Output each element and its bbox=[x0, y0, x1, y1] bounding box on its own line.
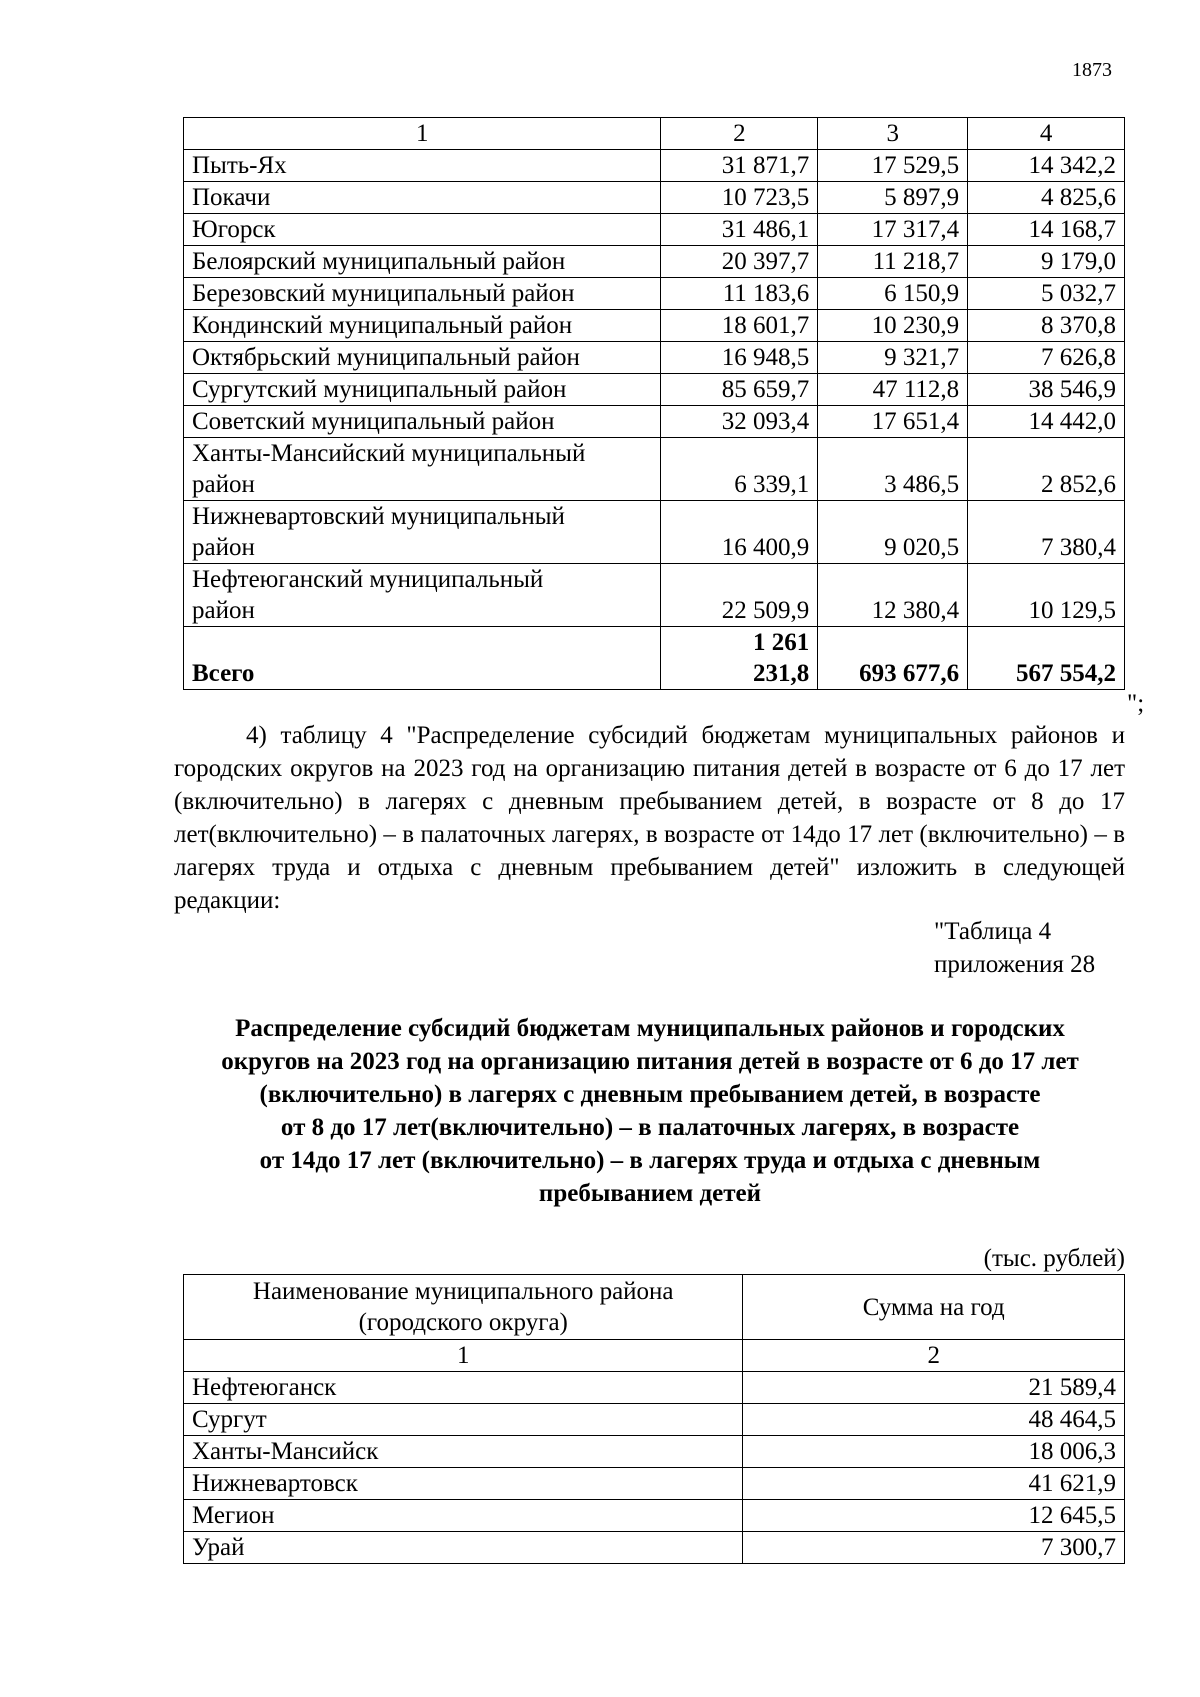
table-row bbox=[184, 246, 1125, 278]
table-header-row bbox=[184, 1275, 1125, 1340]
municipality-name bbox=[184, 438, 661, 501]
municipality-name: Октябрьский муниципальный район bbox=[184, 342, 661, 374]
title-line: округов на 2023 год на организацию питания детей в возрасте от 6 до 17 лет bbox=[221, 1048, 1079, 1075]
table-row bbox=[184, 278, 1125, 310]
value-col3: 3 486,5 bbox=[818, 438, 968, 501]
value-col4: 7 626,8 bbox=[968, 342, 1125, 374]
municipality-name: Кондинский муниципальный район bbox=[184, 310, 661, 342]
table-row bbox=[184, 406, 1125, 438]
value-col4: 7 380,4 bbox=[968, 501, 1125, 564]
municipality-name bbox=[184, 564, 661, 627]
value-col2: 10 723,5 bbox=[661, 182, 818, 214]
column-index-2: 2 bbox=[661, 118, 818, 150]
value-col4: 14 168,7 bbox=[968, 214, 1125, 246]
name-line-1: Нефтеюганский муниципальный bbox=[192, 566, 544, 593]
table-row bbox=[184, 214, 1125, 246]
title-line: (включительно) в лагерях с дневным пребыванием детей, в возрасте bbox=[259, 1081, 1041, 1108]
annual-amount: 7 300,7 bbox=[743, 1532, 1125, 1564]
title-line: от 14до 17 лет (включительно) – в лагерях труда и отдыха с дневным bbox=[259, 1147, 1041, 1174]
total-row bbox=[184, 627, 1125, 690]
municipality-name: Березовский муниципальный район bbox=[184, 278, 661, 310]
value-col2: 22 509,9 bbox=[661, 564, 818, 627]
name-line-2: район bbox=[192, 597, 255, 624]
value-col2: 31 486,1 bbox=[661, 214, 818, 246]
municipality-name: Покачи bbox=[184, 182, 661, 214]
value-col3: 9 020,5 bbox=[818, 501, 968, 564]
value-col2: 31 871,7 bbox=[661, 150, 818, 182]
value-col3: 6 150,9 bbox=[818, 278, 968, 310]
value-col2: 16 400,9 bbox=[661, 501, 818, 564]
value-col3: 10 230,9 bbox=[818, 310, 968, 342]
column-index-1: 1 bbox=[184, 118, 661, 150]
annual-amount: 48 464,5 bbox=[743, 1404, 1125, 1436]
table-row bbox=[184, 374, 1125, 406]
value-col3: 9 321,7 bbox=[818, 342, 968, 374]
table-row bbox=[184, 1372, 1125, 1404]
municipality-name: Урай bbox=[184, 1532, 743, 1564]
total-col2-line-1: 1 261 bbox=[753, 629, 810, 656]
table-row bbox=[184, 1500, 1125, 1532]
table-row bbox=[184, 150, 1125, 182]
value-col2: 32 093,4 bbox=[661, 406, 818, 438]
name-line-2: район bbox=[192, 534, 255, 561]
title-line: от 8 до 17 лет(включительно) – в палаточных лагерях, в возрасте bbox=[280, 1114, 1020, 1141]
value-col3: 17 651,4 bbox=[818, 406, 968, 438]
municipality-name: Пыть-Ях bbox=[184, 150, 661, 182]
table-row bbox=[184, 1404, 1125, 1436]
table-row bbox=[184, 438, 1125, 501]
municipality-name bbox=[184, 501, 661, 564]
value-col4: 38 546,9 bbox=[968, 374, 1125, 406]
annual-amount: 41 621,9 bbox=[743, 1468, 1125, 1500]
table-reference bbox=[934, 915, 1134, 981]
annual-amount: 12 645,5 bbox=[743, 1500, 1125, 1532]
total-col3: 693 677,6 bbox=[818, 627, 968, 690]
annual-amount: 21 589,4 bbox=[743, 1372, 1125, 1404]
name-line-1: Ханты-Мансийский муниципальный bbox=[192, 440, 586, 467]
value-col2: 18 601,7 bbox=[661, 310, 818, 342]
municipality-name: Нижневартовск bbox=[184, 1468, 743, 1500]
value-col3: 17 317,4 bbox=[818, 214, 968, 246]
value-col3: 11 218,7 bbox=[818, 246, 968, 278]
amendment-paragraph: 4) таблицу 4 "Распределение субсидий бюджетам муниципальных районов и городских округов на 2023 год на организацию питания детей в возрасте от 6 до 17 лет (включительно) в лагерях с дневным пребыванием детей, в возрасте от 8 до 17 лет(включительно) – в палаточных лагерях, в возрасте от 14до 17 лет (включительно) – в лагерях труда и отдыха с дневным пребыванием детей" изложить в следующей редакции: bbox=[174, 722, 1125, 914]
column-index-4: 4 bbox=[968, 118, 1125, 150]
municipality-name: Сургутский муниципальный район bbox=[184, 374, 661, 406]
value-col4: 14 442,0 bbox=[968, 406, 1125, 438]
subsidy-table-4 bbox=[183, 1274, 1125, 1564]
name-line-1: Нижневартовский муниципальный bbox=[192, 503, 565, 530]
value-col4: 9 179,0 bbox=[968, 246, 1125, 278]
amount-column-header: Сумма на год bbox=[743, 1275, 1125, 1340]
value-col3: 47 112,8 bbox=[818, 374, 968, 406]
municipality-column-header bbox=[184, 1275, 743, 1340]
value-col4: 5 032,7 bbox=[968, 278, 1125, 310]
table-row bbox=[184, 182, 1125, 214]
value-col2: 16 948,5 bbox=[661, 342, 818, 374]
municipality-name: Ханты-Мансийск bbox=[184, 1436, 743, 1468]
value-col4: 4 825,6 bbox=[968, 182, 1125, 214]
unit-note: (тыс. рублей) bbox=[983, 1245, 1125, 1272]
value-col2: 85 659,7 bbox=[661, 374, 818, 406]
table-reference-line-2: приложения 28 bbox=[934, 951, 1096, 978]
municipality-name: Мегион bbox=[184, 1500, 743, 1532]
value-col4: 14 342,2 bbox=[968, 150, 1125, 182]
municipality-name: Нефтеюганск bbox=[184, 1372, 743, 1404]
value-col2: 11 183,6 bbox=[661, 278, 818, 310]
table-row bbox=[184, 564, 1125, 627]
value-col4: 2 852,6 bbox=[968, 438, 1125, 501]
column-index-2: 2 bbox=[743, 1340, 1125, 1372]
municipality-name: Советский муниципальный район bbox=[184, 406, 661, 438]
table-row bbox=[184, 1436, 1125, 1468]
value-col3: 17 529,5 bbox=[818, 150, 968, 182]
title-line: Распределение субсидий бюджетам муниципальных районов и городских bbox=[235, 1015, 1065, 1042]
municipality-name: Сургут bbox=[184, 1404, 743, 1436]
column-index-row bbox=[184, 1340, 1125, 1372]
column-index-3: 3 bbox=[818, 118, 968, 150]
name-line-2: район bbox=[192, 471, 255, 498]
page-number: 1873 bbox=[1072, 59, 1112, 81]
table-row bbox=[184, 310, 1125, 342]
value-col4: 10 129,5 bbox=[968, 564, 1125, 627]
table-row bbox=[184, 1532, 1125, 1564]
annual-amount: 18 006,3 bbox=[743, 1436, 1125, 1468]
total-col2-line-2: 231,8 bbox=[753, 660, 810, 687]
table-row bbox=[184, 501, 1125, 564]
table-reference-line-1: "Таблица 4 bbox=[934, 918, 1052, 945]
total-col2 bbox=[661, 627, 818, 690]
value-col2: 20 397,7 bbox=[661, 246, 818, 278]
section-title bbox=[160, 1012, 1140, 1210]
municipality-name: Югорск bbox=[184, 214, 661, 246]
value-col3: 5 897,9 bbox=[818, 182, 968, 214]
title-line: пребыванием детей bbox=[538, 1180, 762, 1207]
value-col3: 12 380,4 bbox=[818, 564, 968, 627]
closing-quote-mark: "; bbox=[1127, 690, 1145, 717]
value-col2: 6 339,1 bbox=[661, 438, 818, 501]
column-index-1: 1 bbox=[184, 1340, 743, 1372]
total-label: Всего bbox=[184, 627, 661, 690]
table-row bbox=[184, 342, 1125, 374]
value-col4: 8 370,8 bbox=[968, 310, 1125, 342]
table-row bbox=[184, 1468, 1125, 1500]
subsidy-table-continued bbox=[183, 117, 1125, 690]
municipality-name: Белоярский муниципальный район bbox=[184, 246, 661, 278]
header-line-2: (городского округа) bbox=[358, 1309, 568, 1336]
total-col4: 567 554,2 bbox=[968, 627, 1125, 690]
header-line-1: Наименование муниципального района bbox=[252, 1278, 674, 1305]
table-header-row bbox=[184, 118, 1125, 150]
